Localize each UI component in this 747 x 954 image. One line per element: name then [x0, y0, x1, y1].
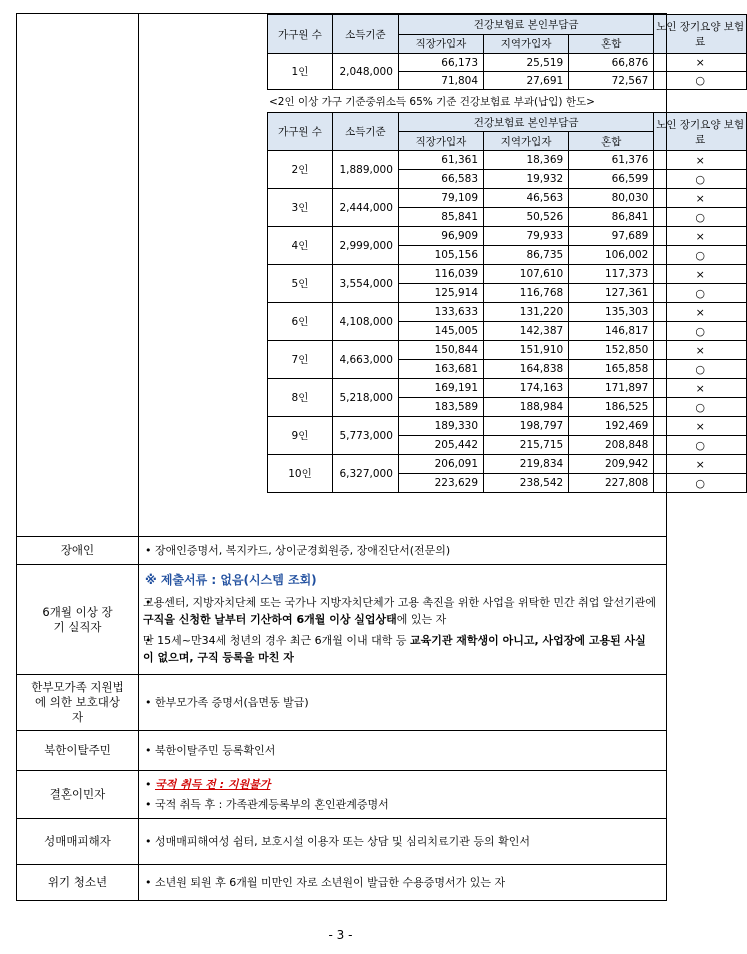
regional-premium: 27,691 — [484, 72, 569, 90]
mixed-premium: 66,876 — [569, 54, 654, 72]
ltc-mark: ○ — [654, 246, 747, 265]
table-row — [268, 455, 747, 474]
ltc-mark: × — [654, 379, 747, 398]
mixed-premium: 61,376 — [569, 151, 654, 170]
table-caption: <2인 이상 가구 기준중위소득 65% 기준 건강보험료 부과(납입) 한도> — [269, 96, 595, 108]
regional-premium: 174,163 — [484, 379, 569, 398]
regional-premium: 116,768 — [484, 284, 569, 303]
single-household-table — [267, 14, 747, 90]
mixed-premium: 97,689 — [569, 227, 654, 246]
immigrant-warning: • 국적 취득 전 : 지원불가 — [139, 776, 666, 793]
regional-premium: 215,715 — [484, 436, 569, 455]
header-household: 가구원 수 — [268, 113, 333, 151]
ltc-mark: × — [654, 417, 747, 436]
mixed-premium: 86,841 — [569, 208, 654, 227]
disabled-docs: • 장애인증명서, 복지카드, 상이군경회원증, 장애진단서(전문의) — [139, 542, 666, 559]
ltc-mark: × — [654, 303, 747, 322]
table-row — [268, 189, 747, 208]
victim-docs: • 성매매피해여성 쉼터, 보호시설 이용자 또는 상담 및 심리치료기관 등의 확인서 — [139, 833, 666, 850]
mixed-premium: 117,373 — [569, 265, 654, 284]
employee-premium: 85,841 — [398, 208, 483, 227]
header-ltc: 노인 장기요양 보험료 — [654, 15, 747, 54]
income-standard: 4,663,000 — [332, 341, 398, 379]
income-standard: 1,889,000 — [332, 151, 398, 189]
mixed-premium: 127,361 — [569, 284, 654, 303]
page-number: - 3 - — [328, 928, 353, 942]
household-size: 7인 — [268, 341, 333, 379]
income-standard: 2,444,000 — [332, 189, 398, 227]
employee-premium: 125,914 — [398, 284, 483, 303]
household-size: 4인 — [268, 227, 333, 265]
mixed-premium: 171,897 — [569, 379, 654, 398]
ltc-mark: ○ — [654, 360, 747, 379]
defector-docs: • 북한이탈주민 등록확인서 — [139, 742, 666, 759]
label-unemployed: 6개월 이상 장기 실직자 — [17, 565, 139, 675]
ltc-mark: ○ — [654, 284, 747, 303]
employee-premium: 163,681 — [398, 360, 483, 379]
label-youth: 위기 청소년 — [17, 865, 139, 901]
income-tables-cell — [139, 14, 745, 537]
mixed-premium: 80,030 — [569, 189, 654, 208]
ltc-mark: × — [654, 189, 747, 208]
header-premium: 건강보험료 본인부담금 — [398, 113, 653, 132]
header-employee: 직장가입자 — [398, 34, 483, 54]
mixed-premium: 227,808 — [569, 474, 654, 493]
regional-premium: 86,735 — [484, 246, 569, 265]
header-household: 가구원 수 — [268, 15, 333, 54]
household-size: 5인 — [268, 265, 333, 303]
table-row — [268, 151, 747, 170]
employee-premium: 169,191 — [398, 379, 483, 398]
employee-premium: 205,442 — [398, 436, 483, 455]
ltc-mark: ○ — [654, 322, 747, 341]
regional-premium: 164,838 — [484, 360, 569, 379]
employee-premium: 206,091 — [398, 455, 483, 474]
household-size: 2인 — [268, 151, 333, 189]
income-standard: 5,773,000 — [332, 417, 398, 455]
employee-premium: 96,909 — [398, 227, 483, 246]
employee-premium: 145,005 — [398, 322, 483, 341]
label-defector: 북한이탈주민 — [17, 731, 139, 771]
household-size: 9인 — [268, 417, 333, 455]
single-parent-docs: • 한부모가족 증명서(읍면동 발급) — [139, 694, 666, 711]
regional-premium: 50,526 — [484, 208, 569, 227]
header-income: 소득기준 — [332, 15, 398, 54]
employee-premium: 133,633 — [398, 303, 483, 322]
ltc-mark: × — [654, 341, 747, 360]
mixed-premium: 186,525 — [569, 398, 654, 417]
household-size: 3인 — [268, 189, 333, 227]
employee-premium: 223,629 — [398, 474, 483, 493]
eligibility-table — [16, 13, 745, 901]
regional-premium: 219,834 — [484, 455, 569, 474]
youth-docs: • 소년원 퇴원 후 6개월 미만인 자로 소년원이 발급한 수용증명서가 있는 자 — [139, 874, 666, 891]
regional-premium: 188,984 — [484, 398, 569, 417]
header-income: 소득기준 — [332, 113, 398, 151]
header-mixed: 혼합 — [569, 34, 654, 54]
household-size: 8인 — [268, 379, 333, 417]
mixed-premium: 66,599 — [569, 170, 654, 189]
employee-premium: 183,589 — [398, 398, 483, 417]
table-row — [268, 303, 747, 322]
mixed-premium: 208,848 — [569, 436, 654, 455]
employee-premium: 66,173 — [398, 54, 483, 72]
table-row — [268, 54, 747, 72]
income-standard: 3,554,000 — [332, 265, 398, 303]
regional-premium: 238,542 — [484, 474, 569, 493]
regional-premium: 79,933 — [484, 227, 569, 246]
notice-no-documents: ※ 제출서류 : 없음(시스템 조회) — [145, 573, 317, 587]
employee-premium: 71,804 — [398, 72, 483, 90]
regional-premium: 131,220 — [484, 303, 569, 322]
mixed-premium: 165,858 — [569, 360, 654, 379]
mixed-premium: 152,850 — [569, 341, 654, 360]
employee-premium: 116,039 — [398, 265, 483, 284]
ltc-mark: × — [654, 227, 747, 246]
regional-premium: 46,563 — [484, 189, 569, 208]
label-victim: 성매매피해자 — [17, 819, 139, 865]
document-page — [16, 13, 745, 901]
employee-premium: 189,330 — [398, 417, 483, 436]
ltc-mark: ○ — [654, 398, 747, 417]
ltc-mark: ○ — [654, 208, 747, 227]
mixed-premium: 72,567 — [569, 72, 654, 90]
mixed-premium: 192,469 — [569, 417, 654, 436]
table-row — [268, 265, 747, 284]
income-standard: 2,999,000 — [332, 227, 398, 265]
regional-premium: 151,910 — [484, 341, 569, 360]
header-ltc: 노인 장기요양 보험료 — [654, 113, 747, 151]
label-cell-continued — [17, 14, 139, 537]
ltc-mark: ○ — [654, 170, 747, 189]
mixed-premium: 135,303 — [569, 303, 654, 322]
ltc-mark: × — [654, 151, 747, 170]
header-regional: 지역가입자 — [484, 34, 569, 54]
mixed-premium: 106,002 — [569, 246, 654, 265]
employee-premium: 150,844 — [398, 341, 483, 360]
ltc-mark: ○ — [654, 436, 747, 455]
ltc-mark: ○ — [654, 72, 747, 90]
regional-premium: 107,610 — [484, 265, 569, 284]
table-row — [268, 341, 747, 360]
mixed-premium: 146,817 — [569, 322, 654, 341]
income-standard: 6,327,000 — [332, 455, 398, 493]
unemployed-criteria-1: • 고용센터, 지방자치단체 또는 국가나 지방자치단체가 고용 촉진을 위한 사업을 위탁한 민간 취업 알선기관에 구직을 신청한 날부터 기산하여 6개월 이상 실업상태에 있는 자 — [139, 594, 666, 628]
employee-premium: 105,156 — [398, 246, 483, 265]
household-size: 10인 — [268, 455, 333, 493]
ltc-mark: × — [654, 54, 747, 72]
header-employee: 직장가입자 — [398, 132, 483, 151]
regional-premium: 18,369 — [484, 151, 569, 170]
employee-premium: 66,583 — [398, 170, 483, 189]
income-standard: 4,108,000 — [332, 303, 398, 341]
table-row — [268, 417, 747, 436]
table-row — [268, 227, 747, 246]
income-standard: 5,218,000 — [332, 379, 398, 417]
household-size: 1인 — [268, 54, 333, 90]
immigrant-docs: • 국적 취득 후 : 가족관계등록부의 혼인관계증명서 — [139, 796, 666, 813]
mixed-premium: 209,942 — [569, 455, 654, 474]
employee-premium: 61,361 — [398, 151, 483, 170]
income-standard: 2,048,000 — [332, 54, 398, 90]
regional-premium: 198,797 — [484, 417, 569, 436]
employee-premium: 79,109 — [398, 189, 483, 208]
header-premium: 건강보험료 본인부담금 — [398, 15, 653, 35]
header-mixed: 혼합 — [569, 132, 654, 151]
label-single-parent: 한부모가족 지원법에 의한 보호대상자 — [17, 675, 139, 731]
regional-premium: 25,519 — [484, 54, 569, 72]
multi-household-table — [267, 112, 747, 493]
label-disabled: 장애인 — [17, 537, 139, 565]
unemployed-criteria-2: • 만 15세~만34세 청년의 경우 최근 6개월 이내 대학 등 교육기관 재학생이 아니고, 사업장에 고용된 사실이 없으며, 구직 등록을 마친 자 — [139, 632, 666, 666]
ltc-mark: × — [654, 265, 747, 284]
household-size: 6인 — [268, 303, 333, 341]
table-row — [268, 379, 747, 398]
regional-premium: 19,932 — [484, 170, 569, 189]
ltc-mark: × — [654, 455, 747, 474]
regional-premium: 142,387 — [484, 322, 569, 341]
label-immigrant: 결혼이민자 — [17, 771, 139, 819]
header-regional: 지역가입자 — [484, 132, 569, 151]
ltc-mark: ○ — [654, 474, 747, 493]
